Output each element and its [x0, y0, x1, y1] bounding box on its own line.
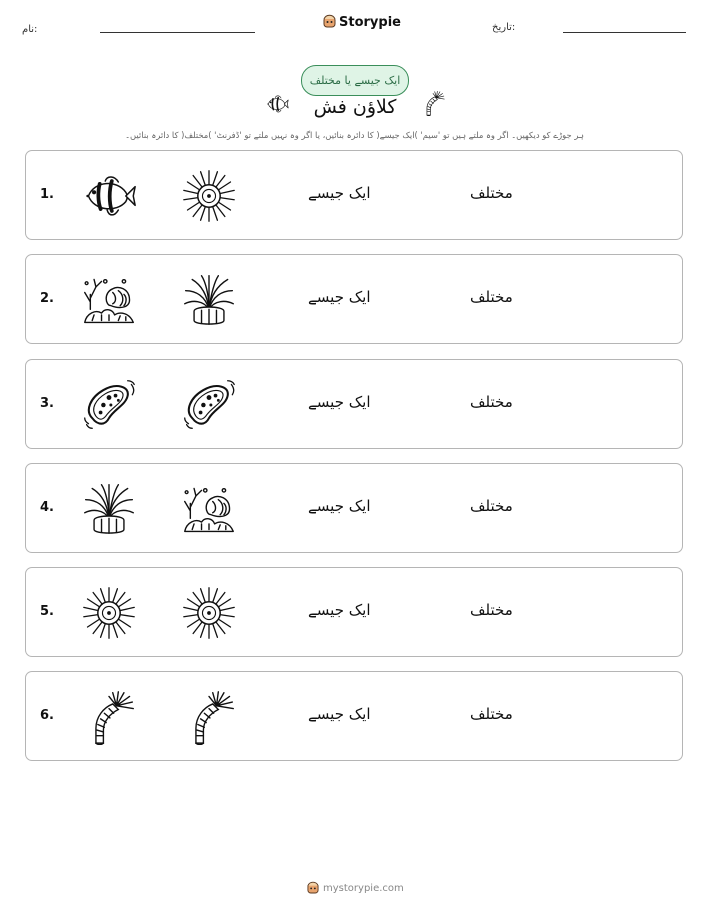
sea-urchin-icon	[81, 585, 137, 641]
coral-reef-icon	[181, 481, 237, 537]
comparison-row-3	[25, 359, 683, 449]
instruction-text: ہر جوڑے کو دیکھیں۔ اگر وہ ملتے ہیں تو 'سیم' )ایک جیسے( کا دائرہ بنائیں، یا اگر وہ نہیں ملتے تو 'ڈفرنٹ' )مختلف( کا دائرہ بنائیں۔	[125, 130, 584, 140]
same-option[interactable]: ایک جیسے	[308, 184, 371, 202]
comparison-row-2	[25, 254, 683, 344]
row-number: 2.	[40, 291, 54, 306]
brand-logo	[323, 13, 401, 32]
row-number: 4.	[40, 500, 54, 515]
clownfish-icon	[261, 92, 293, 120]
row-number: 5.	[40, 604, 54, 619]
plankton-icon	[181, 377, 237, 433]
same-option[interactable]: ایک جیسے	[308, 288, 371, 306]
comparison-row-4	[25, 463, 683, 553]
row-number: 3.	[40, 396, 54, 411]
different-option[interactable]: مختلف	[470, 497, 513, 515]
worksheet-type-badge: ایک جیسے یا مختلف	[301, 65, 409, 96]
brand-name: Storypie	[339, 15, 401, 30]
different-option[interactable]: مختلف	[470, 393, 513, 411]
comparison-row-5	[25, 567, 683, 657]
comparison-row-1	[25, 150, 683, 240]
sea-urchin-icon	[181, 585, 237, 641]
same-option[interactable]: ایک جیسے	[308, 393, 371, 411]
tube-worm-icon	[181, 689, 237, 745]
pie-mascot-icon	[323, 13, 336, 32]
row-number: 6.	[40, 708, 54, 723]
plankton-icon	[81, 377, 137, 433]
clownfish-icon	[81, 168, 137, 224]
footer	[307, 879, 404, 898]
footer-site-link[interactable]: mystorypie.com	[323, 883, 404, 894]
same-option[interactable]: ایک جیسے	[308, 601, 371, 619]
tube-worm-icon	[81, 689, 137, 745]
comparison-row-6	[25, 671, 683, 761]
different-option[interactable]: مختلف	[470, 601, 513, 619]
tube-worm-icon	[420, 90, 446, 120]
same-option[interactable]: ایک جیسے	[308, 705, 371, 723]
date-write-line[interactable]	[563, 32, 686, 33]
different-option[interactable]: مختلف	[470, 705, 513, 723]
name-write-line[interactable]	[100, 32, 255, 33]
sea-urchin-icon	[181, 168, 237, 224]
pie-mascot-icon	[307, 879, 319, 898]
same-option[interactable]: ایک جیسے	[308, 497, 371, 515]
coral-reef-icon	[81, 272, 137, 328]
sea-anemone-icon	[181, 272, 237, 328]
page-title: کلاؤن فش	[313, 96, 397, 118]
date-label: تاریخ:	[492, 22, 516, 33]
different-option[interactable]: مختلف	[470, 288, 513, 306]
name-label: نام:	[22, 24, 38, 35]
sea-anemone-icon	[81, 481, 137, 537]
different-option[interactable]: مختلف	[470, 184, 513, 202]
row-number: 1.	[40, 187, 54, 202]
